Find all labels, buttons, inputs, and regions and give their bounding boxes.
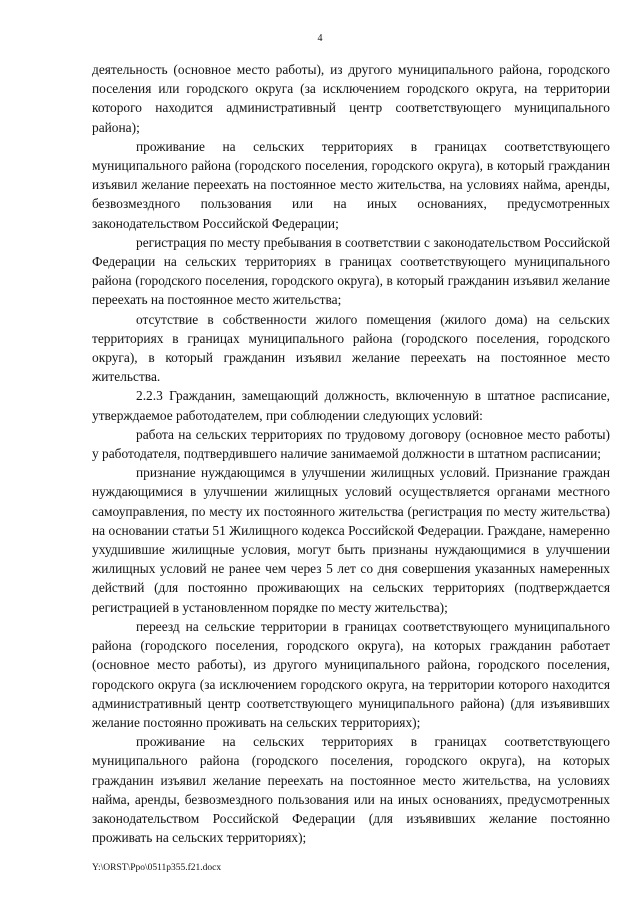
footer-file-path: Y:\ORST\Ppo\0511p355.f21.docx [92, 863, 222, 873]
paragraph-housing-needs: признание нуждающимся в улучшении жилищных условий. Признание граждан нуждающимися в улучшении жилищных условий осуществляется органами местного самоуправления, по месту их постоянного жительства (регистрация по месту жительства) на основании статьи 51 Жилищного кодекса Российской Федерации. Граждане, намеренно ухудшившие жилищные условия, могут быть признаны нуждающимися в улучшении жилищных условий не ранее чем через 5 лет со дня совершения указанных намеренных действий (для постоянно проживающих на сельских территориях (подтверждается регистрацией в установленном порядке по месту жительства); [92, 465, 610, 615]
paragraph-residence-terms: проживание на сельских территориях в границах соответствующего муниципального района (городского поселения, городского округа), на которых гражданин изъявил желание переехать на постоянное место жительства, на условиях найма, аренды, безвозмездного пользования или на иных основаниях, предусмотренных законодательством Российской Федерации (для изъявивших желание постоянно проживать на сельских территориях); [92, 734, 610, 846]
paragraph-section-2-2-3: 2.2.3 Гражданин, замещающий должность, включенную в штатное расписание, утверждаемое работодателем, при соблюдении следующих условий: [92, 388, 610, 423]
document-body [92, 60, 610, 847]
paragraph-no-property: отсутствие в собственности жилого помещения (жилого дома) на сельских территориях в границах муниципального района (городского поселения, городского округа), в который гражданин изъявил желание переехать на постоянное место жительства. [92, 311, 610, 385]
paragraph-relocation: переезд на сельские территории в границах соответствующего муниципального района (городского поселения, городского округа), на которых гражданин работает (основное место работы), из другого муниципального района, городского поселения, городского округа (за исключением городского округа, на территории которого находится административный центр соответствующего муниципального района) (для изъявивших желание постоянно проживать на сельских территориях); [92, 618, 610, 730]
paragraph-registration: регистрация по месту пребывания в соответствии с законодательством Российской Федерации на сельских территориях в границах соответствующего муниципального района (городского поселения, городского округа), в который гражданин изъявил желание переехать на постоянное место жительства; [92, 234, 610, 308]
paragraph-continuation: деятельность (основное место работы), из другого муниципального района, городского поселения или городского округа (за исключением городского округа, на территории которого находится административный центр соответствующего муниципального района); [92, 62, 610, 135]
page-number: 4 [317, 33, 323, 44]
paragraph-residence-conditions: проживание на сельских территориях в границах соответствующего муниципального района (городского поселения, городского округа), в который гражданин изъявил желание переехать на постоянное место жительства, на условиях найма, аренды, безвозмездного пользования или на иных основаниях, предусмотренных законодательством Российской Федерации; [92, 138, 610, 231]
paragraph-employment: работа на сельских территориях по трудовому договору (основное место работы) у работодателя, подтвердившего наличие занимаемой должности в штатном расписании; [92, 426, 610, 462]
